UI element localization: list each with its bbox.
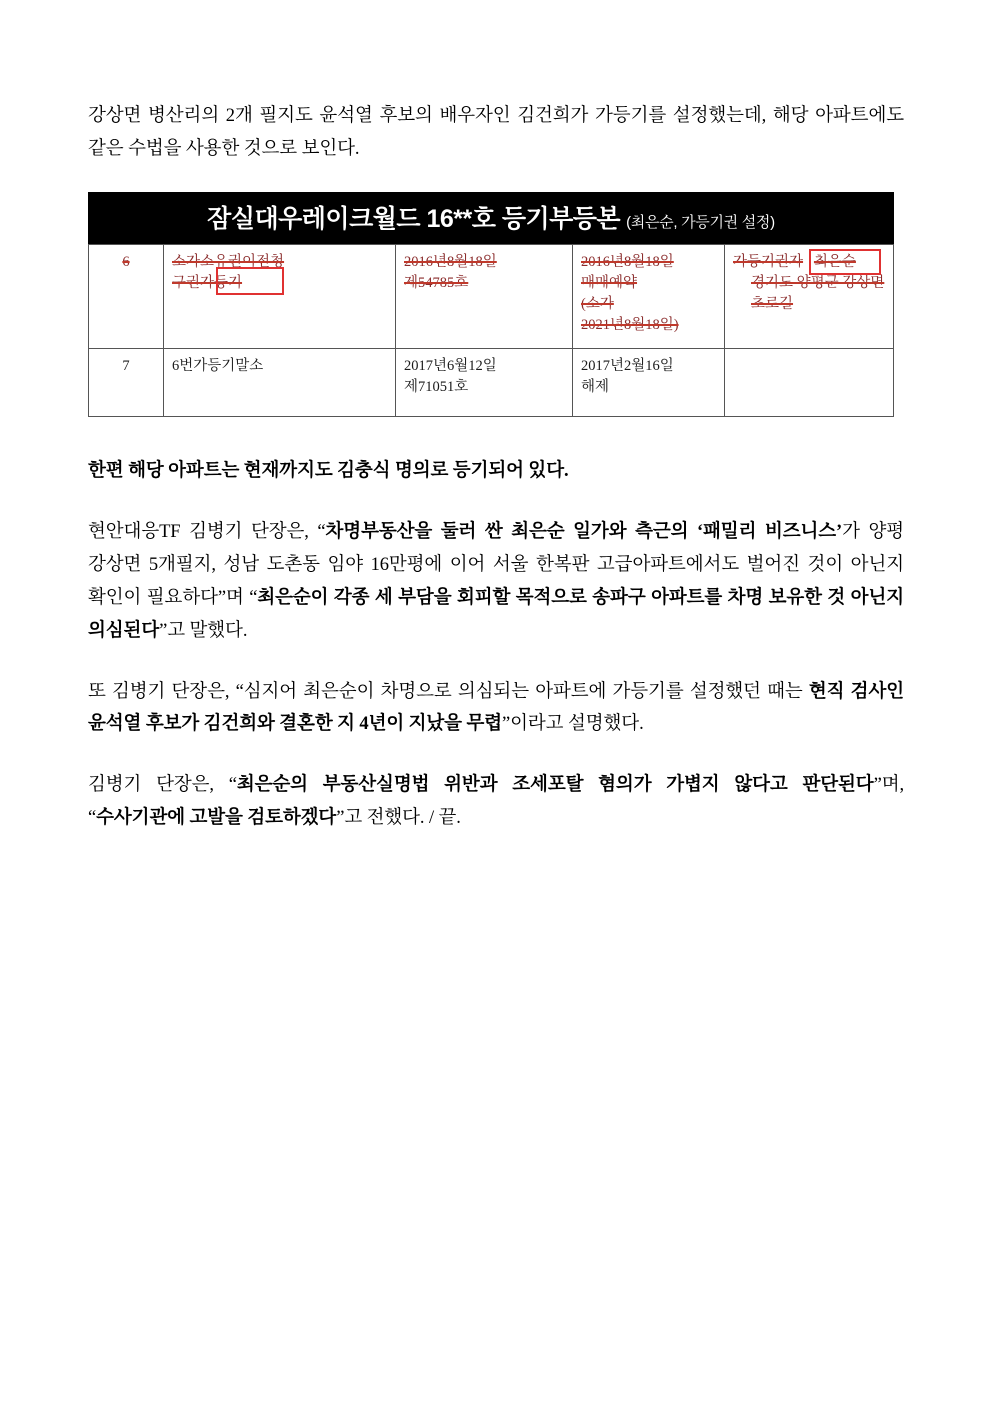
paragraph-statement-1 [88, 516, 904, 648]
p4-part1: 또 김병기 단장은, “심지어 최은순이 차명으로 의심되는 아파트에 가등기를 설정했던 때는 [88, 681, 809, 702]
cell-purpose: 소가소유권이전청 구권가등기 [164, 244, 396, 348]
p3-part2: 가 양평 강상면 5개필지, 성남 도촌동 임야 16만평에 이어 서울 한복판 고급아파트에서도 벌어진 것이 아닌지 확인이 필요하다”며 “ [88, 521, 905, 608]
cell-rights-holder [725, 348, 894, 416]
cell-cause: 2017년2월16일 해제 [573, 348, 725, 416]
cell-cause: 2016년8월18일 매매예약 (소가 2021년8월18일) [573, 244, 725, 348]
p5-part1: 김병기 단장은, “ [88, 775, 237, 796]
cell-receipt: 2016년8월18일 제54785호 [396, 244, 573, 348]
paragraph-statement-3 [88, 769, 904, 835]
p3-bold1: 차명부동산을 둘러 싼 최은순 일가와 측근의 ‘패밀리 비즈니스’ [325, 521, 843, 542]
paragraph-statement-2 [88, 676, 904, 742]
p3-part3: ”고 말했다. [159, 620, 248, 641]
cell-rank-number: 6 [89, 244, 164, 348]
p5-part2: ”며, “ [88, 775, 904, 829]
table-row [89, 348, 894, 416]
table-row [89, 244, 894, 348]
cell-purpose: 6번가등기말소 [164, 348, 396, 416]
p5-part3: ”고 전했다. / 끝. [336, 808, 461, 829]
intro-paragraph: 강상면 병산리의 2개 필지도 윤석열 후보의 배우자인 김건희가 가등기를 설정했는데, 해당 아파트에도 같은 수법을 사용한 것으로 보인다. [88, 106, 904, 159]
note-bold: 해당 아파트는 현재까지도 김충식 명의로 등기되어 있다. [128, 460, 569, 481]
paragraph-bold-note [88, 455, 904, 488]
p5-bold2: 수사기관에 고발을 검토하겠다 [96, 808, 337, 829]
p5-bold1: 최은순의 부동산실명법 위반과 조세포탈 혐의가 가볍지 않다고 판단된다 [236, 775, 874, 796]
p4-part2: ”이라고 설명했다. [502, 714, 644, 735]
cell-receipt: 2017년6월12일 제71051호 [396, 348, 573, 416]
p3-bold2: 최은순이 각종 세 부담을 회피할 목적으로 송파구 아파트를 차명 보유한 것 아닌지 의심된다 [88, 587, 904, 641]
registry-table [88, 244, 894, 417]
figure-title-bar [88, 192, 894, 244]
p3-part1: 현안대응TF 김병기 단장은, “ [88, 521, 326, 542]
cell-rights-holder: 가등기권자 최은순 경기도 양평군 강상면 초로길 [725, 244, 894, 348]
cell-rank-number: 7 [89, 348, 164, 416]
figure-title-main: 잠실대우레이크월드 16**호 등기부등본 [207, 204, 621, 233]
figure-title-sub: (최은순, 가등기권 설정) [626, 213, 775, 231]
p4-bold1: 현직 검사인 윤석열 후보가 김건희와 결혼한 지 4년이 지났을 무렵 [88, 681, 904, 735]
note-lead: 한편 [88, 460, 129, 481]
